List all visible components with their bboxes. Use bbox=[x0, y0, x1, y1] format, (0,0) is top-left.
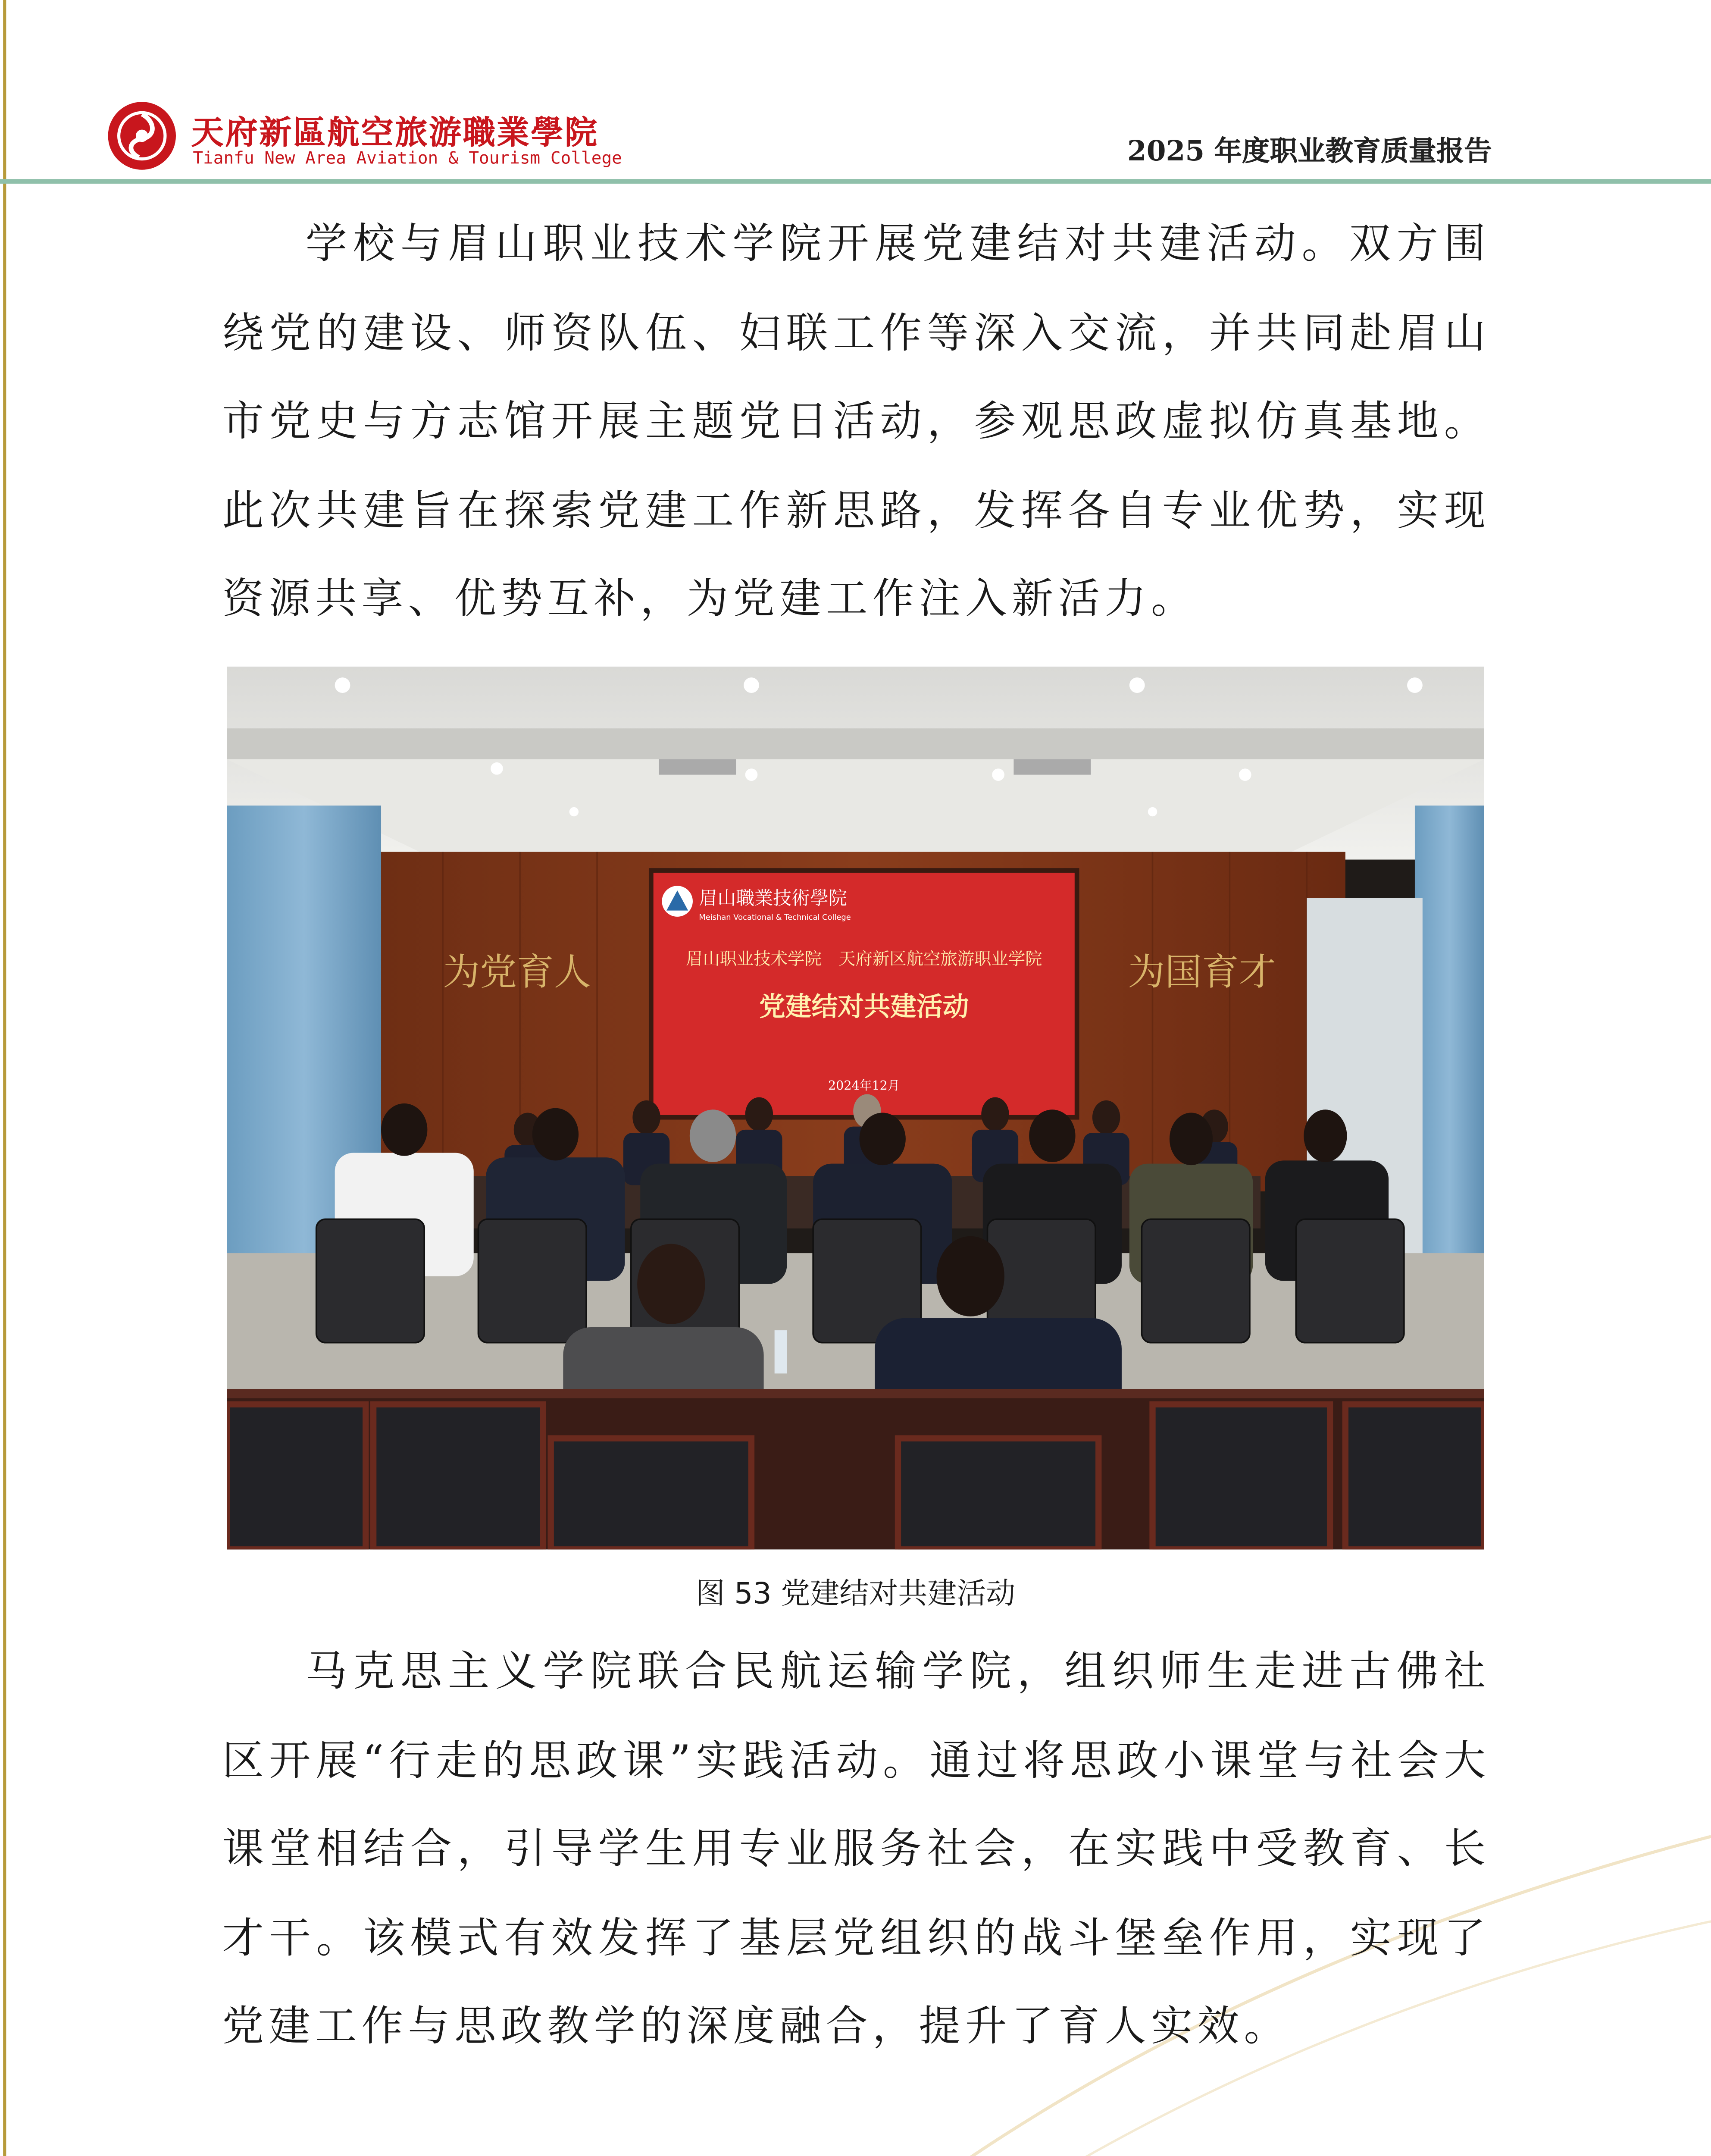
header-divider bbox=[0, 179, 1711, 184]
report-title: 2025 年度职业教育质量报告 bbox=[1127, 135, 1492, 169]
wall-slogan-right: 为国育才 bbox=[1128, 950, 1276, 994]
page-header bbox=[0, 0, 1711, 182]
meeting-photo bbox=[227, 667, 1484, 1549]
figure-caption: 图 53 党建结对共建活动 bbox=[695, 1577, 1016, 1611]
banner-school-en: Meishan Vocational & Technical College bbox=[699, 913, 851, 922]
banner-date: 2024年12月 bbox=[828, 1078, 900, 1093]
banner-line-1: 眉山职业技术学院 天府新区航空旅游职业学院 bbox=[685, 949, 1042, 969]
wall-slogan-left: 为党育人 bbox=[443, 950, 591, 994]
college-logo-icon bbox=[105, 99, 179, 173]
paragraph-walking-course: 马克思主义学院联合民航运输学院，组织师生走进古佛社区开展“行走的思政课”实践活动。通过将思政小课堂与社会大课堂相结合，引导学生用专业服务社会，在实践中受教育、长才干。该模式有效发挥了基层党组织的战斗堡垒作用，实现了党建工作与思政教学的深度融合，提升了育人实效。 bbox=[222, 1648, 1491, 2051]
paragraph-party-building: 学校与眉山职业技术学院开展党建结对共建活动。双方围绕党的建设、师资队伍、妇联工作等深入交流，并共同赴眉山市党史与方志馆开展主题党日活动，参观思政虚拟仿真基地。此次共建旨在探索党建工作新思路，发挥各自专业优势，实现资源共享、优势互补，为党建工作注入新活力。 bbox=[222, 220, 1491, 624]
banner-title: 党建结对共建活动 bbox=[759, 991, 969, 1022]
school-name-en: Tianfu New Area Aviation & Tourism College bbox=[193, 148, 622, 169]
banner-school: 眉山職業技術學院 bbox=[699, 887, 847, 909]
school-name-cn: 天府新區航空旅游職業學院 bbox=[191, 113, 599, 151]
page-edge-line bbox=[3, 0, 6, 2156]
